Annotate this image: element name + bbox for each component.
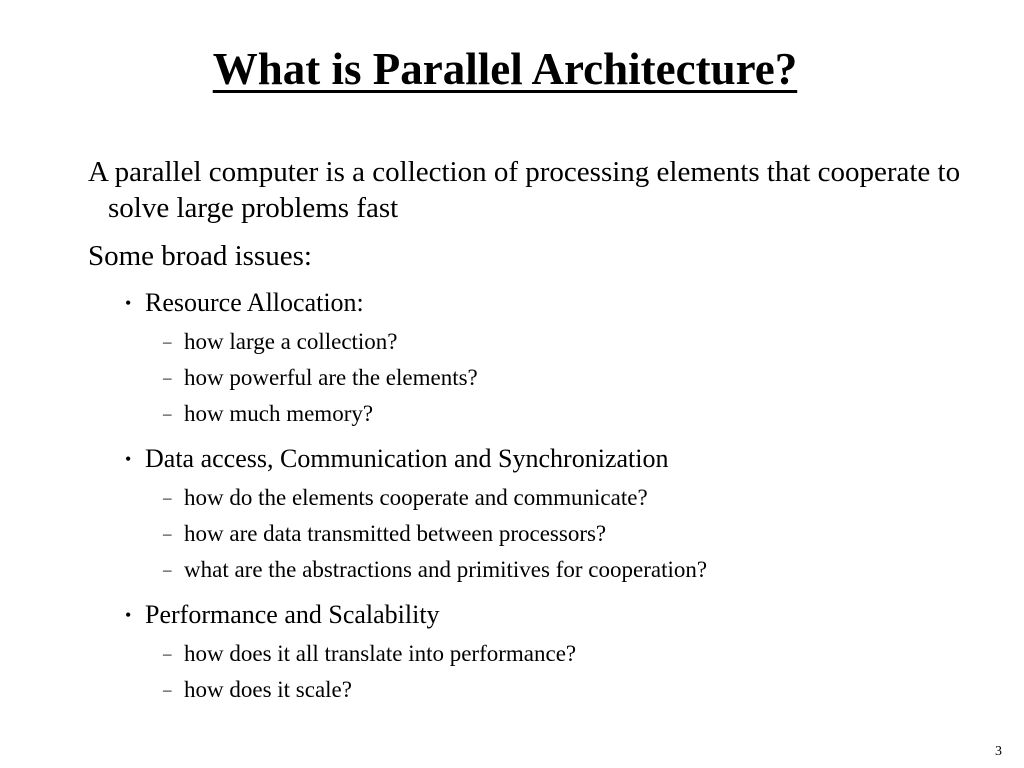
slide-title-text: What is Parallel Architecture? [212, 44, 798, 94]
dash-icon: – [163, 524, 172, 543]
dash-icon: – [163, 644, 172, 663]
sub-item-text: how large a collection? [184, 329, 398, 354]
sub-item-text: how do the elements cooperate and communicate? [184, 485, 648, 510]
section-performance [88, 598, 988, 708]
bullet-icon: • [125, 605, 132, 625]
section-heading-text: Resource Allocation: [145, 288, 364, 317]
dash-icon: – [163, 488, 172, 507]
issues-heading: Some broad issues: [88, 240, 312, 272]
slide-body [88, 154, 988, 718]
sub-item-list [88, 636, 988, 708]
dash-icon: – [163, 332, 172, 351]
sub-item [88, 552, 988, 588]
bullet-icon: • [125, 449, 132, 469]
sub-item-list [88, 324, 988, 432]
dash-icon: – [163, 560, 172, 579]
section-heading [88, 442, 988, 476]
section-resource-allocation [88, 286, 988, 432]
section-data-access [88, 442, 988, 588]
dash-icon: – [163, 680, 172, 699]
sub-item [88, 480, 988, 516]
sub-item [88, 516, 988, 552]
sub-item [88, 672, 988, 708]
slide-title [0, 42, 1010, 96]
dash-icon: – [163, 368, 172, 387]
section-heading-text: Performance and Scalability [145, 600, 440, 629]
sub-item [88, 324, 988, 360]
section-heading [88, 286, 988, 320]
sub-item-list [88, 480, 988, 588]
sub-item-text: how much memory? [184, 401, 374, 426]
section-heading [88, 598, 988, 632]
page-number: 3 [995, 744, 1002, 759]
dash-icon: – [163, 404, 172, 423]
sub-item-text: how does it scale? [184, 677, 352, 702]
sub-item [88, 636, 988, 672]
sub-item-text: what are the abstractions and primitives for cooperation? [184, 557, 708, 582]
bullet-icon: • [125, 293, 132, 313]
sub-item-text: how powerful are the elements? [184, 365, 478, 390]
sub-item-text: how are data transmitted between processors? [184, 521, 607, 546]
sub-item [88, 396, 988, 432]
section-heading-text: Data access, Communication and Synchronization [145, 444, 669, 473]
sub-item [88, 360, 988, 396]
intro-paragraph: A parallel computer is a collection of processing elements that cooperate to solve large problems fast [88, 156, 961, 224]
sub-item-text: how does it all translate into performance? [184, 641, 577, 666]
